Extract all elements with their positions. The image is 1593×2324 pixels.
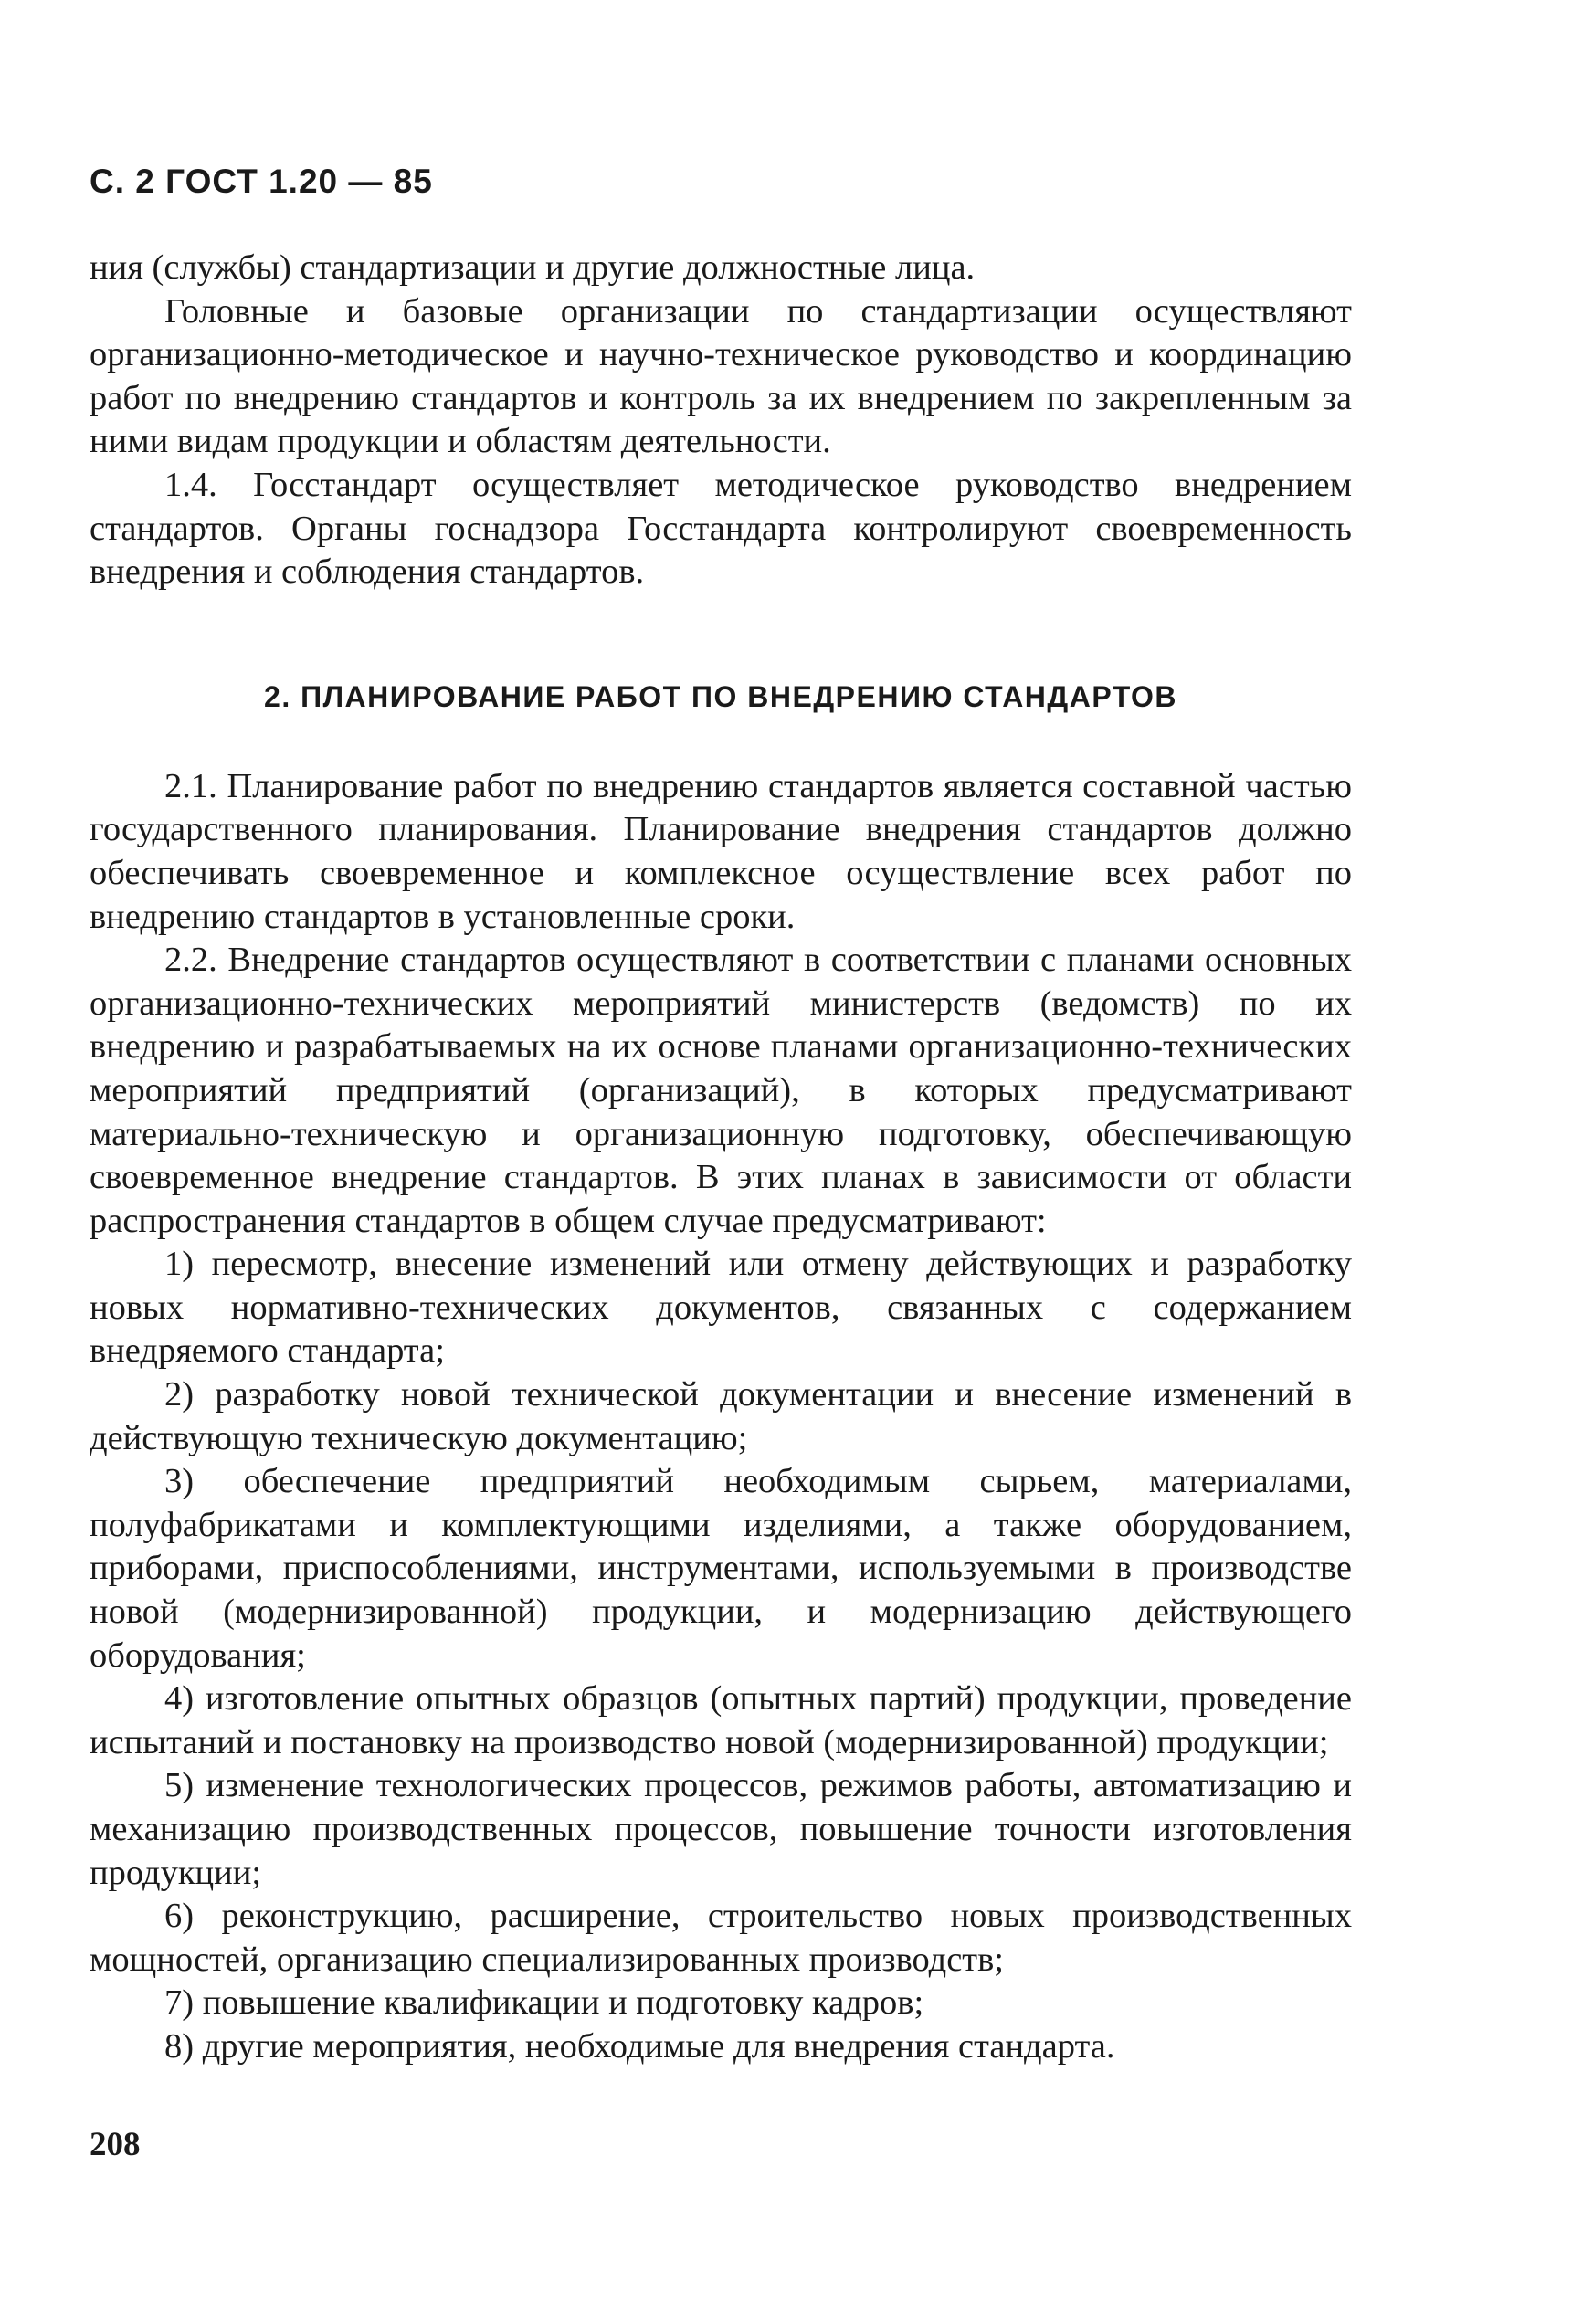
paragraph-1-4: 1.4. Госстандарт осуществляет методическое руководство внедрением стандартов. Органы госнадзора Госстандарта контролируют своевременность внедрения и соблюдения стандартов.	[90, 465, 1352, 592]
list-item-1: 1) пересмотр, внесение изменений или отмену действующих и разработку новых нормативно-технических документов, связанных с содержанием внедряемого стандарта;	[90, 1245, 1352, 1371]
body-text	[90, 247, 1352, 2069]
list-item-5: 5) изменение технологических процессов, режимов работы, автоматизацию и механизацию производственных процессов, повышение точности изготовления продукции;	[90, 1766, 1352, 1892]
page-number: 208	[90, 2126, 141, 2163]
paragraph: ния (службы) стандартизации и другие должностные лица.	[90, 248, 976, 287]
running-head: С. 2 ГОСТ 1.20 — 85	[90, 163, 433, 200]
paragraph: Головные и базовые организации по стандартизации осуществляют организационно-методическое и научно-техническое руководство и координацию работ по внедрению стандартов и контроль за их внедрением по закрепленным за ними видам продукции и областям деятельности.	[90, 291, 1352, 461]
list-item-8: 8) другие мероприятия, необходимые для внедрения стандарта.	[164, 2026, 1115, 2066]
list-item-2: 2) разработку новой технической документации и внесение изменений в действующую техническую документацию;	[90, 1375, 1352, 1457]
section-heading: 2. ПЛАНИРОВАНИЕ РАБОТ ПО ВНЕДРЕНИЮ СТАНДАРТОВ	[264, 679, 1177, 713]
list-item-6: 6) реконструкцию, расширение, строительство новых производственных мощностей, организацию специализированных производств;	[90, 1897, 1352, 1979]
list-item-3: 3) обеспечение предприятий необходимым сырьем, материалами, полуфабрикатами и комплектующими изделиями, а также оборудованием, приборами, приспособлениями, инструментами, используемыми в производстве новой (модернизированной) продукции, и модернизацию действующего оборудования;	[90, 1462, 1352, 1675]
paragraph-2-2: 2.2. Внедрение стандартов осуществляют в соответствии с планами основных организационно-технических мероприятий министерств (ведомств) по их внедрению и разрабатываемых на их основе планами организационно-технических мероприятий предприятий (организаций), в которых предусматривают материально-техническую и организационную подготовку, обеспечивающую своевременное внедрение стандартов. В этих планах в зависимости от области распространения стандартов в общем случае предусматривают:	[90, 941, 1352, 1240]
list-item-4: 4) изготовление опытных образцов (опытных партий) продукции, проведение испытаний и постановку на производство новой (модернизированной) продукции;	[90, 1679, 1352, 1761]
paragraph-2-1: 2.1. Планирование работ по внедрению стандартов является составной частью государственного планирования. Планирование внедрения стандартов должно обеспечивать своевременное и комплексное осуществление всех работ по внедрению стандартов в установленные сроки.	[90, 766, 1352, 936]
list-item-7: 7) повышение квалификации и подготовку кадров;	[164, 1983, 924, 2023]
